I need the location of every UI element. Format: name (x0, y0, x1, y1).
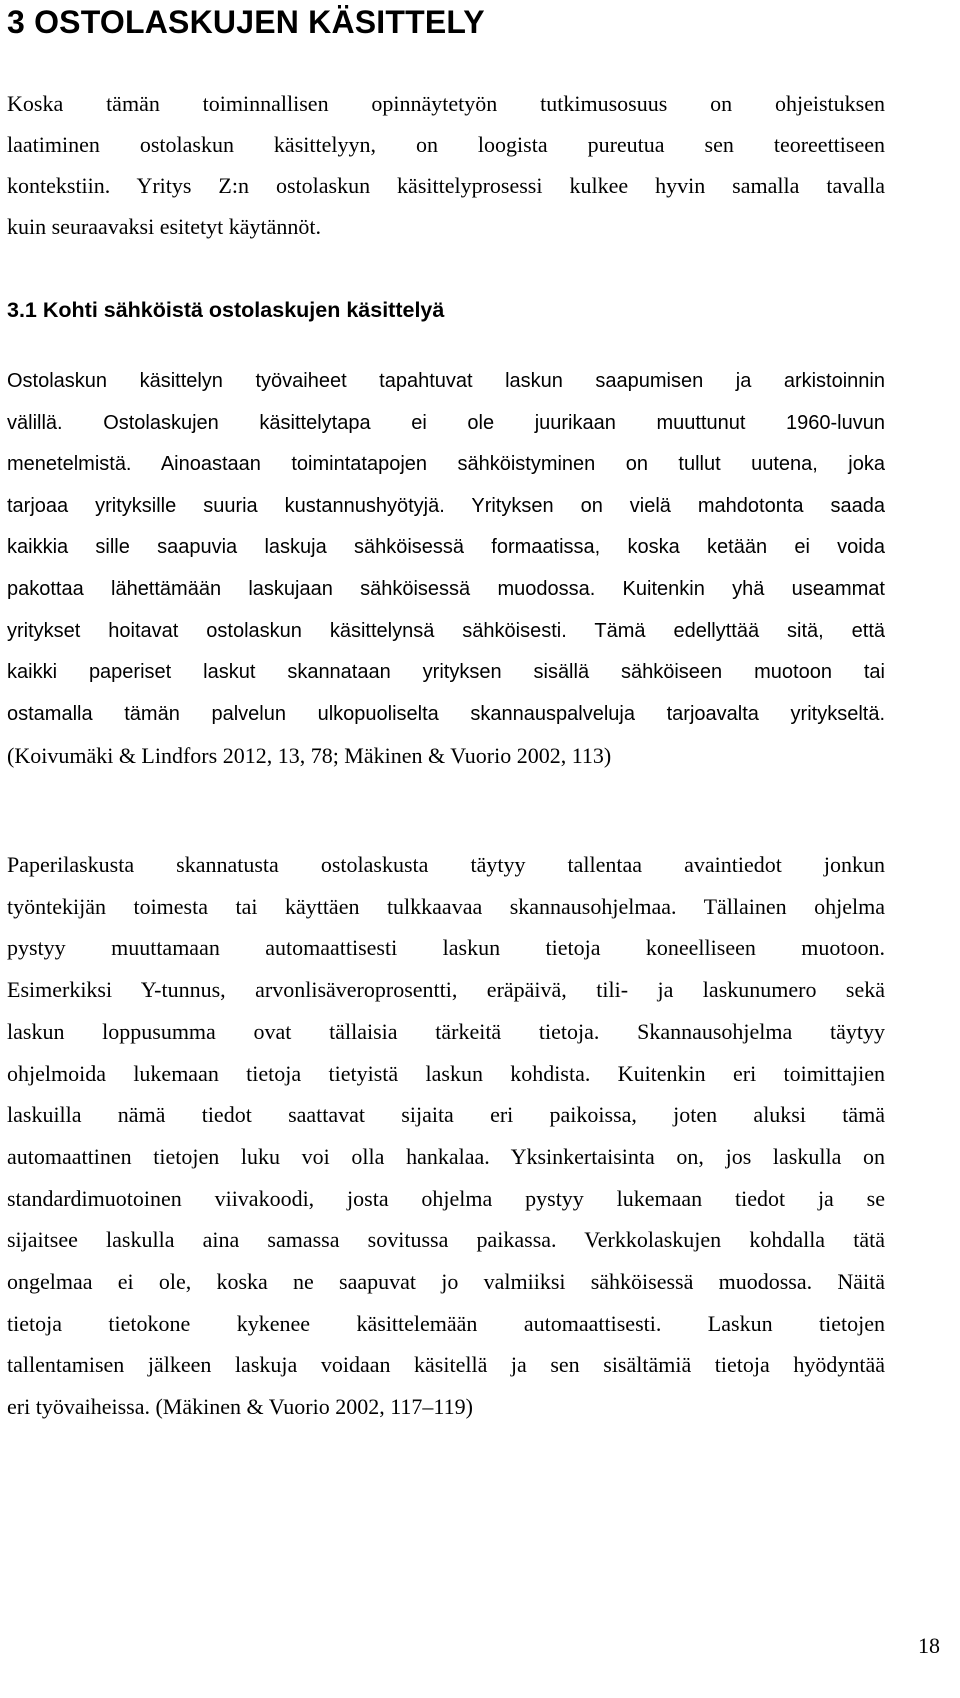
paragraph-line: kaikkia sille saapuvia laskuja sähköisessä formaatissa, koska ketään ei voida (7, 536, 885, 559)
paragraph-line-citation: (Koivumäki & Lindfors 2012, 13, 78; Mäkinen & Vuorio 2002, 113) (7, 743, 612, 769)
paragraph-line: tallentamisen jälkeen laskuja voidaan käsitellä ja sen sisältämiä tietoja hyödyntää (7, 1352, 885, 1378)
page-number: 18 (918, 1633, 940, 1658)
section-paragraph-2 (7, 844, 885, 1428)
paragraph-line: kaikki paperiset laskut skannataan yrityksen sisällä sähköiseen muotoon tai (7, 661, 885, 684)
paragraph-line: automaattinen tietojen luku voi olla hankalaa. Yksinkertaisinta on, jos laskulla on (7, 1143, 885, 1169)
paragraph-line: työntekijän toimesta tai käyttäen tulkkaavaa skannausohjelmaa. Tällainen ohjelma (7, 893, 885, 919)
paragraph-line: laskuilla nämä tiedot saattavat sijaita eri paikoissa, joten aluksi tämä (7, 1102, 885, 1128)
section-heading: 3.1 Kohti sähköistä ostolaskujen käsittelyä (7, 298, 445, 322)
intro-paragraph (7, 83, 885, 247)
paragraph-line: yritykset hoitavat ostolaskun käsittelynsä sähköisesti. Tämä edellyttää sitä, että (7, 619, 885, 642)
intro-line: kuin seuraavaksi esitetyt käytännöt. (7, 214, 322, 239)
paragraph-line: standardimuotoinen viivakoodi, josta ohjelma pystyy lukemaan tiedot ja se (7, 1185, 885, 1211)
paragraph-line: Ostolaskun käsittelyn työvaiheet tapahtuvat laskun saapumisen ja arkistoinnin (7, 370, 885, 392)
chapter-heading: 3 OSTOLASKUJEN KÄSITTELY (7, 4, 485, 40)
paragraph-line: tietoja tietokone kykenee käsittelemään automaattisesti. Laskun tietojen (7, 1310, 885, 1336)
intro-line: Koska tämän toiminnallisen opinnäytetyön tutkimusosuus on ohjeistuksen (7, 91, 885, 116)
paragraph-line: ongelmaa ei ole, koska ne saapuvat jo valmiiksi sähköisessä muodossa. Näitä (7, 1269, 885, 1295)
intro-line: laatiminen ostolaskun käsittelyyn, on loogista pureutua sen teoreettiseen (7, 132, 885, 157)
paragraph-line: ostamalla tämän palvelun ulkopuoliselta skannauspalveluja tarjoavalta yritykseltä. (7, 702, 885, 725)
paragraph-line: menetelmistä. Ainoastaan toimintatapojen sähköistyminen on tullut uutena, joka (7, 453, 885, 476)
section-paragraph-1 (7, 361, 885, 777)
paragraph-line: Paperilaskusta skannatusta ostolaskusta täytyy tallentaa avaintiedot jonkun (7, 852, 885, 877)
paragraph-line: laskun loppusumma ovat tällaisia tärkeitä tietoja. Skannausohjelma täytyy (7, 1018, 885, 1044)
paragraph-line: Esimerkiksi Y-tunnus, arvonlisäveroprosentti, eräpäivä, tili- ja laskunumero sekä (7, 977, 885, 1003)
paragraph-line: välillä. Ostolaskujen käsittelytapa ei ole juurikaan muuttunut 1960-luvun (7, 411, 885, 434)
intro-line: kontekstiin. Yritys Z:n ostolaskun käsittelyprosessi kulkee hyvin samalla tavalla (7, 173, 885, 198)
paragraph-line: pystyy muuttamaan automaattisesti laskun tietoja koneelliseen muotoon. (7, 935, 885, 961)
paragraph-line: sijaitsee laskulla aina samassa sovitussa paikassa. Verkkolaskujen kohdalla tätä (7, 1227, 885, 1253)
paragraph-line: pakottaa lähettämään laskujaan sähköisessä muodossa. Kuitenkin yhä useammat (7, 577, 885, 600)
paragraph-line: eri työvaiheissa. (Mäkinen & Vuorio 2002, 117–119) (7, 1394, 473, 1420)
paragraph-line: tarjoaa yrityksille suuria kustannushyötyjä. Yrityksen on vielä mahdotonta saada (7, 494, 885, 517)
paragraph-line: ohjelmoida lukemaan tietoja tietyistä laskun kohdista. Kuitenkin eri toimittajien (7, 1060, 885, 1086)
